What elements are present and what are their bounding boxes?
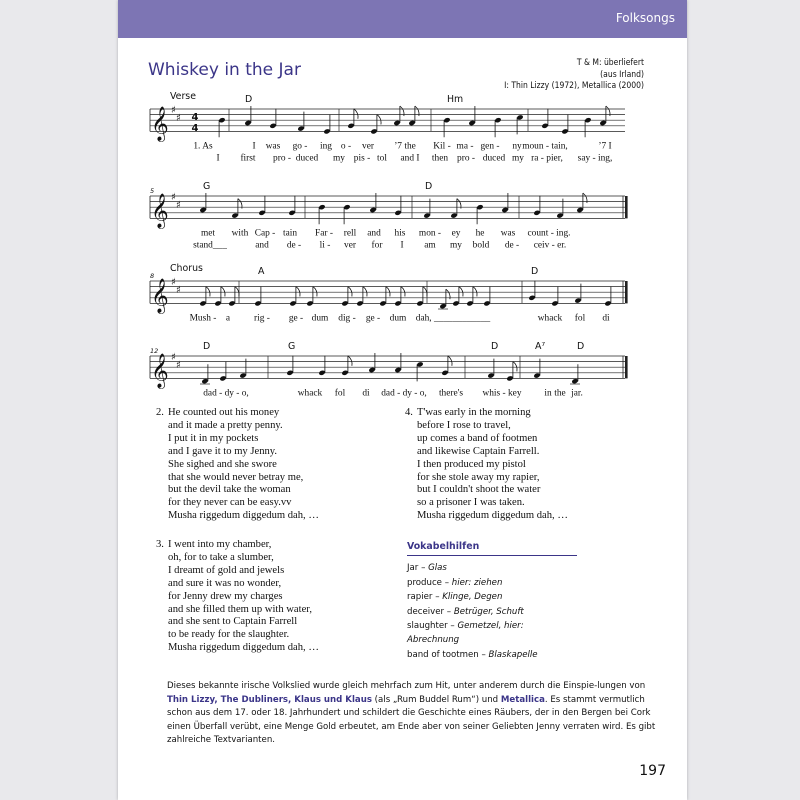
verse-line: He counted out his money <box>168 407 280 418</box>
lyric-syllable: was <box>500 228 516 239</box>
lyric-syllable: 1. As <box>193 141 213 152</box>
lyric-syllable: there's <box>438 388 464 399</box>
staff-system <box>150 193 628 224</box>
vocab-item: slaughter – Gemetzel, hier: Abrechnung <box>407 621 524 646</box>
lyric-syllable: tain <box>282 228 298 239</box>
verse-line: and sure it was no wonder, <box>168 577 282 589</box>
verse-line: for they never can be easy.vv <box>168 497 292 509</box>
verse-line: before I rose to travel, <box>417 419 511 431</box>
vocab-translation: Klinge, Degen <box>442 592 503 603</box>
final-barline <box>625 196 628 218</box>
lyric-syllable: whis - key <box>482 388 522 399</box>
lyric-syllable: tol <box>377 153 387 164</box>
verse-line: and it made a pretty penny. <box>168 419 283 431</box>
lyric-syllable: li - <box>319 240 331 251</box>
lyric-syllable: ver <box>344 240 356 251</box>
lyric-syllable: mon - <box>418 228 442 239</box>
lyric-syllable: say - ing, <box>577 153 613 164</box>
chord-symbol: D <box>577 341 585 352</box>
lyric-syllable: dum <box>311 313 329 324</box>
chord-symbol: D <box>245 94 253 105</box>
verse-line: for Jenny drew my charges <box>168 590 283 602</box>
lyric-syllable: pro - <box>457 153 475 164</box>
lyric-syllable: fol <box>574 313 586 324</box>
verse-line: but the devil take the woman <box>168 484 291 496</box>
note-flag <box>363 286 367 296</box>
lyric-syllable: whack <box>297 388 323 399</box>
chord-symbol: G <box>203 181 211 192</box>
note-flag <box>473 286 477 296</box>
lyric-syllable: for <box>371 240 383 251</box>
verse-number: 4. <box>405 407 413 418</box>
lyric-syllable: Far - <box>315 228 333 239</box>
note-flag <box>401 286 405 296</box>
lyric-syllable: I <box>216 153 220 164</box>
lyric-syllable: ʼ7 the <box>394 141 416 152</box>
note-flag <box>377 114 381 124</box>
lyric-syllable: am <box>424 240 436 251</box>
lyric-syllable: count - ing. <box>527 228 571 239</box>
info-band: Metallica <box>500 694 545 705</box>
lyric-syllable: the <box>554 388 566 399</box>
credit-line: (aus Irland) <box>600 69 644 80</box>
lyric-syllable: go - <box>292 141 308 152</box>
note-flag <box>354 109 358 119</box>
measure-number: 5 <box>150 187 155 195</box>
lyric-syllable: Cap - <box>254 228 276 239</box>
lyric-syllable: a <box>225 313 231 324</box>
info-text: (als „Rum Buddel Rum“) und <box>371 694 501 705</box>
lyric-syllable: ʼ7 I <box>598 141 612 152</box>
lyric-syllable: ma - <box>456 141 474 152</box>
lyric-syllable: pro - <box>273 153 291 164</box>
lyric-syllable: he <box>475 228 485 239</box>
verse-line: I dreamt of gold and jewels <box>168 564 285 576</box>
sharp-icon: ♯ <box>171 192 176 203</box>
lyric-syllable: di <box>602 313 610 324</box>
lyric-syllable: my <box>512 153 524 164</box>
lyric-syllable: di <box>362 388 370 399</box>
lyric-syllable: then <box>431 153 449 164</box>
lyric-syllable: bold <box>472 240 490 251</box>
measure-number: 8 <box>150 272 155 280</box>
sharp-icon: ♯ <box>176 113 181 124</box>
verse-line: and likewise Captain Farrell. <box>417 445 540 457</box>
note-flag <box>296 286 300 296</box>
lyric-syllable: dad - dy - o, <box>381 388 427 399</box>
lyric-syllable: first <box>240 153 256 164</box>
treble-clef-icon: 𝄞 <box>151 106 169 142</box>
sheet-music <box>118 0 687 400</box>
lyric-syllable: I <box>400 240 404 251</box>
vocab-translation: Blaskapelle <box>488 649 538 660</box>
lyric-syllable: pis - <box>353 153 371 164</box>
section-label: Chorus <box>170 263 203 274</box>
verse-line: oh, for to take a slumber, <box>168 551 274 563</box>
credit-line: I: Thin Lizzy (1972), Metallica (2000) <box>504 81 644 91</box>
chord-symbol: A⁷ <box>535 341 546 352</box>
lyric-syllable: with <box>231 228 249 239</box>
lyric-syllable: his <box>394 228 406 239</box>
note-flag <box>448 356 452 366</box>
vocab-term: deceiver <box>407 606 445 617</box>
lyric-syllable: ing <box>320 141 332 152</box>
final-barline <box>625 281 628 303</box>
lyric-syllable: and I <box>400 153 420 164</box>
lyric-syllable: ver <box>362 141 374 152</box>
treble-clef-icon: 𝄞 <box>151 353 169 389</box>
verse-line: She sighed and she swore <box>168 458 277 470</box>
note-flag <box>313 286 317 296</box>
page-number: 197 <box>639 763 666 779</box>
verse-line: and I gave it to my Jenny. <box>168 445 278 457</box>
verse-line: for she stole away my rapier, <box>417 471 540 483</box>
lyric-syllable: dah, ____________ <box>415 313 491 324</box>
treble-clef-icon: 𝄞 <box>151 193 169 229</box>
note-flag <box>348 356 352 366</box>
verse-line: Musha riggedum diggedum dah, … <box>417 510 568 522</box>
song-info-text <box>167 680 657 748</box>
credit-line: T & M: überliefert <box>576 58 644 68</box>
lyric-syllable: Kil - <box>433 141 451 152</box>
verse-line: that she would never betray me, <box>168 471 304 483</box>
final-barline <box>625 356 628 378</box>
lyric-syllable: whack <box>537 313 563 324</box>
time-signature-icon: 4 <box>191 112 199 123</box>
verse-line: but I couldn't shoot the water <box>417 484 541 496</box>
verse-line: Musha riggedum diggedum dah, … <box>168 642 319 654</box>
lyric-syllable: ra - pier, <box>531 153 563 164</box>
treble-clef-icon: 𝄞 <box>151 278 169 314</box>
lyric-syllable: moun - tain, <box>522 141 568 152</box>
lyric-syllable: my <box>450 240 462 251</box>
info-text: Dieses bekannte irische Volkslied wurde gleich mehrfach zum Hit, unter anderem durch die Einspie-lungen von <box>167 681 646 691</box>
vocab-item: band of tootmen – Blaskapelle <box>407 649 538 660</box>
note-flag <box>235 286 239 296</box>
vocab-term: band of tootmen <box>407 649 479 660</box>
lyric-syllable: gen - <box>480 141 500 152</box>
verse-line: I put it in my pockets <box>168 432 259 444</box>
verse-number: 3. <box>156 539 164 550</box>
lyric-syllable: jar. <box>571 388 583 399</box>
lyric-syllable: rell <box>343 228 357 239</box>
verse-number: 2. <box>156 407 164 418</box>
section-label: Verse <box>170 91 196 102</box>
vocab-term: rapier <box>407 592 433 603</box>
note-flag <box>348 286 352 296</box>
lyric-syllable: de - <box>286 240 302 251</box>
lyric-syllable: ey <box>451 228 461 239</box>
lyric-syllable: and <box>367 228 381 239</box>
vocab-item: produce – hier: ziehen <box>407 577 503 588</box>
lyric-syllable: fol <box>334 388 346 399</box>
lyric-syllable: dum <box>389 313 407 324</box>
section-label: Folksongs <box>615 11 675 25</box>
vocab-translation: Glas <box>428 563 447 574</box>
lyric-syllable: was <box>265 141 281 152</box>
lyric-syllable: ge - <box>365 313 381 324</box>
measure-number: 12 <box>150 347 159 355</box>
vocabulary-title: Vokabelhilfen <box>407 540 577 556</box>
verse-line: up comes a band of footmen <box>417 432 538 444</box>
note-flag <box>513 361 517 371</box>
chord-symbol: A <box>258 266 265 277</box>
chord-symbol: D <box>491 341 499 352</box>
vocab-translation: hier: ziehen <box>451 577 503 588</box>
lyric-syllable: my <box>333 153 345 164</box>
verse-line: T'was early in the morning <box>417 407 531 418</box>
lyric-syllable: ceiv - er. <box>533 240 567 251</box>
note-flag <box>386 286 390 296</box>
chord-symbol: Hm <box>447 94 464 105</box>
staff-system <box>150 106 625 137</box>
lyric-syllable: de - <box>504 240 520 251</box>
vocab-term: produce <box>407 577 442 588</box>
vocab-translation: Betrüger, Schuft <box>453 606 524 617</box>
lyric-syllable: I <box>252 141 256 152</box>
lyric-syllable: duced <box>295 153 319 164</box>
vocab-item: deceiver – Betrüger, Schuft <box>407 606 524 617</box>
vocab-term: Jar <box>407 563 419 574</box>
sharp-icon: ♯ <box>171 277 176 288</box>
vocab-item: rapier – Klinge, Degen <box>407 592 503 603</box>
chord-symbol: D <box>425 181 433 192</box>
lyric-syllable: and <box>255 240 269 251</box>
verse-line: I went into my chamber, <box>168 539 272 550</box>
lyric-syllable: duced <box>482 153 506 164</box>
lyric-syllable: dad - dy - o, <box>203 388 249 399</box>
verse-line: and she filled them up with water, <box>168 603 313 615</box>
lyric-syllable: Mush - <box>189 313 217 324</box>
song-title: Whiskey in the Jar <box>148 60 301 80</box>
note-flag <box>221 286 225 296</box>
lyric-syllable: ge - <box>288 313 304 324</box>
sharp-icon: ♯ <box>176 360 181 371</box>
sharp-icon: ♯ <box>171 352 176 363</box>
verse-3 <box>156 539 319 655</box>
lyric-syllable: stand___ <box>193 240 227 251</box>
vocab-item: Jar – Glas <box>407 563 447 574</box>
note-flag <box>459 286 463 296</box>
lyric-syllable: ny <box>512 141 522 152</box>
staff-system <box>150 281 628 310</box>
lyric-syllable: in <box>544 388 552 399</box>
chord-symbol: D <box>531 266 539 277</box>
vocabulary-box <box>407 540 577 662</box>
lyric-syllable: met <box>200 228 216 239</box>
sharp-icon: ♯ <box>176 285 181 296</box>
verse-line: and she sent to Captain Farrell <box>168 616 298 628</box>
lyric-syllable: rig - <box>254 313 270 324</box>
sharp-icon: ♯ <box>171 105 176 116</box>
lyric-syllable: o - <box>340 141 352 152</box>
info-text: . Es stammt vermutlich schon aus dem 17. oder 18. Jahrhundert und schildert die Geschichte eines Räubers, der in den Bergen bei Cork einen Überfall verübt, eine Menge Gold erbeutet, am Ende aber von seiner Geliebten Jenny verraten wird. Es gibt zahlreiche Textvarianten. <box>167 694 656 746</box>
sharp-icon: ♯ <box>176 200 181 211</box>
lyric-syllable: dig - <box>338 313 356 324</box>
info-bands: Thin Lizzy, The Dubliners, Klaus und Klaus <box>167 694 372 705</box>
note-flag <box>206 286 210 296</box>
verse-line: to be ready for the slaughter. <box>168 629 290 641</box>
vocab-term: slaughter <box>407 621 448 632</box>
verse-2 <box>156 407 319 523</box>
time-signature-icon: 4 <box>191 123 199 134</box>
verse-line: Musha riggedum diggedum dah, … <box>168 510 319 522</box>
vocab-translation: Gemetzel, hier: Abrechnung <box>407 621 524 646</box>
verse-4 <box>405 407 568 523</box>
chord-symbol: D <box>203 341 211 352</box>
note-flag <box>423 286 427 296</box>
verse-line: so a prisoner I was taken. <box>417 497 525 509</box>
book-page <box>118 0 687 800</box>
staff-system <box>150 353 628 384</box>
verse-line: I then produced my pistol <box>417 458 526 470</box>
chord-symbol: G <box>288 341 296 352</box>
